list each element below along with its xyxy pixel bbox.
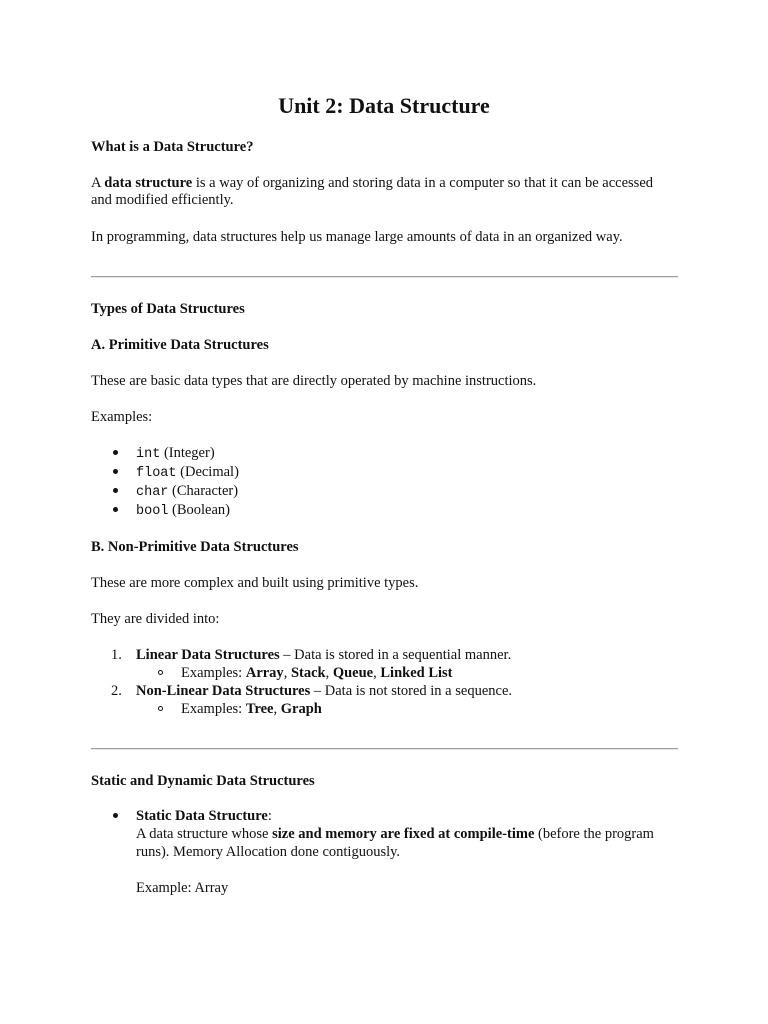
static-example: Example: Array — [136, 880, 229, 896]
code-text: bool — [136, 504, 169, 519]
example-term: Tree — [245, 701, 274, 717]
circle-bullet-icon — [158, 670, 163, 675]
example-term: Graph — [280, 701, 322, 717]
intro-paragraph-2: In programming, data structures help us manage large amounts of data in an organized way. — [91, 229, 623, 245]
linear-description: – Data is stored in a sequential manner. — [279, 647, 512, 663]
list-item — [136, 482, 238, 502]
example-term: Array — [245, 665, 284, 681]
bullet-icon — [113, 450, 118, 455]
list-item — [136, 463, 239, 483]
page-title: Unit 2: Data Structure — [278, 93, 490, 118]
bullet-icon — [113, 469, 118, 474]
intro-line1-rest: is a way of organizing and storing data in a computer so that it can be accessed — [192, 175, 653, 191]
section-heading-what-is: What is a Data Structure? — [91, 139, 254, 155]
code-text: char — [136, 485, 169, 500]
circle-bullet-icon — [158, 706, 163, 711]
static-label-line — [136, 807, 272, 825]
examples-prefix: Examples: — [181, 665, 246, 681]
intro-paragraph-line1 — [91, 174, 653, 192]
examples-prefix: Examples: — [181, 701, 246, 717]
list-number: 1. — [111, 647, 122, 663]
static-description-line2: runs). Memory Allocation done contiguously. — [136, 844, 401, 860]
linear-examples: Examples: Array, Stack, Queue, Linked List — [181, 665, 453, 681]
list-item-non-linear — [136, 682, 512, 700]
bullet-icon — [113, 813, 118, 818]
intro-bold-term: data structure — [104, 175, 193, 191]
divided-label: They are divided into: — [91, 611, 220, 627]
non-linear-term: Non-Linear Data Structures — [136, 683, 311, 699]
bullet-icon — [113, 507, 118, 512]
section-heading-static-dynamic: Static and Dynamic Data Structures — [91, 773, 315, 789]
bullet-icon — [113, 488, 118, 493]
static-line1-prefix: A data structure whose — [136, 826, 273, 842]
static-line1-bold: size and memory are fixed at compile-time — [272, 826, 535, 842]
item-description: (Character) — [168, 483, 239, 499]
horizontal-rule — [91, 276, 678, 278]
static-description-line1 — [136, 825, 654, 843]
section-heading-types: Types of Data Structures — [91, 301, 245, 317]
example-term: Linked List — [380, 665, 453, 681]
primitive-description: These are basic data types that are directly operated by machine instructions. — [91, 373, 537, 389]
subheading-primitive: A. Primitive Data Structures — [91, 337, 269, 353]
intro-prefix: A — [91, 175, 105, 191]
code-text: float — [136, 466, 177, 481]
static-colon: : — [267, 808, 272, 824]
static-line1-rest: (before the program — [534, 826, 654, 842]
non-primitive-description: These are more complex and built using primitive types. — [91, 575, 419, 591]
examples-label: Examples: — [91, 409, 153, 425]
intro-paragraph-line2: and modified efficiently. — [91, 192, 234, 208]
code-text: int — [136, 447, 161, 462]
non-linear-examples: Examples: Tree, Graph — [181, 701, 322, 717]
horizontal-rule — [91, 748, 678, 750]
list-item-linear — [136, 646, 511, 664]
item-description: (Decimal) — [176, 464, 239, 480]
subheading-non-primitive: B. Non-Primitive Data Structures — [91, 539, 299, 555]
linear-term: Linear Data Structures — [136, 647, 280, 663]
example-term: Queue — [332, 665, 374, 681]
list-number: 2. — [111, 683, 122, 699]
list-item — [136, 501, 230, 521]
non-linear-description: – Data is not stored in a sequence. — [310, 683, 512, 699]
example-term: Stack — [290, 665, 326, 681]
list-item — [136, 444, 215, 464]
item-description: (Integer) — [160, 445, 215, 461]
item-description: (Boolean) — [168, 502, 231, 518]
static-label: Static Data Structure — [136, 808, 268, 824]
